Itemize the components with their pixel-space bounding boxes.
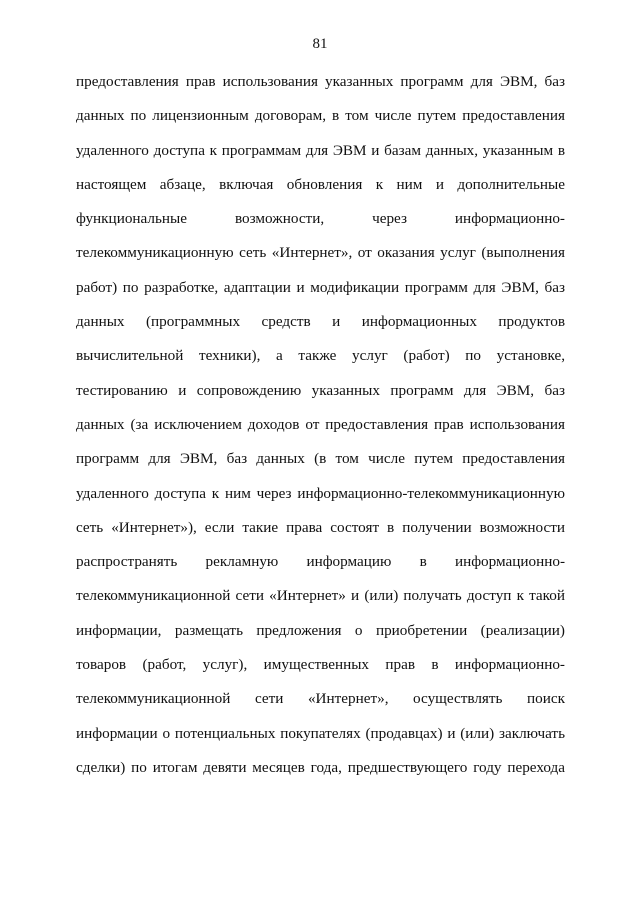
- text-line: удаленного доступа к программам для ЭВМ и базам данных, указанным в: [76, 141, 565, 159]
- text-line: данных (за исключением доходов от предоставления прав использования: [76, 415, 565, 433]
- text-line: распространять рекламную информацию в информационно-: [76, 553, 565, 571]
- text-line: сделки) по итогам девяти месяцев года, предшествующего году перехода: [76, 758, 565, 776]
- text-line: тестированию и сопровождению указанных программ для ЭВМ, баз: [76, 381, 565, 399]
- text-line: телекоммуникационную сеть «Интернет», от оказания услуг (выполнения: [76, 244, 565, 262]
- text-line: телекоммуникационной сети «Интернет», осуществлять поиск: [76, 690, 565, 708]
- text-line: программ для ЭВМ, баз данных (в том числе путем предоставления: [76, 450, 565, 468]
- text-line: информации о потенциальных покупателях (продавцах) и (или) заключать: [76, 724, 565, 742]
- body-text: [76, 70, 565, 790]
- page-number: 81: [312, 36, 328, 52]
- text-line: информации, размещать предложения о приобретении (реализации): [76, 621, 565, 639]
- text-line: сеть «Интернет»), если такие права состоят в получении возможности: [76, 518, 565, 536]
- text-line: вычислительной техники), а также услуг (работ) по установке,: [76, 347, 565, 365]
- text-line: данных (программных средств и информационных продуктов: [76, 313, 565, 331]
- text-line: телекоммуникационной сети «Интернет» и (или) получать доступ к такой: [76, 587, 565, 605]
- text-line: предоставления прав использования указанных программ для ЭВМ, баз: [76, 73, 565, 90]
- text-line: товаров (работ, услуг), имущественных прав в информационно-: [76, 656, 565, 674]
- text-line: данных по лицензионным договорам, в том числе путем предоставления: [76, 107, 565, 125]
- text-line: функциональные возможности, через информационно-: [76, 210, 565, 228]
- text-line: удаленного доступа к ним через информационно-телекоммуникационную: [76, 484, 565, 502]
- text-line: настоящем абзаце, включая обновления к ним и дополнительные: [76, 175, 565, 193]
- text-line: работ) по разработке, адаптации и модификации программ для ЭВМ, баз: [76, 278, 565, 296]
